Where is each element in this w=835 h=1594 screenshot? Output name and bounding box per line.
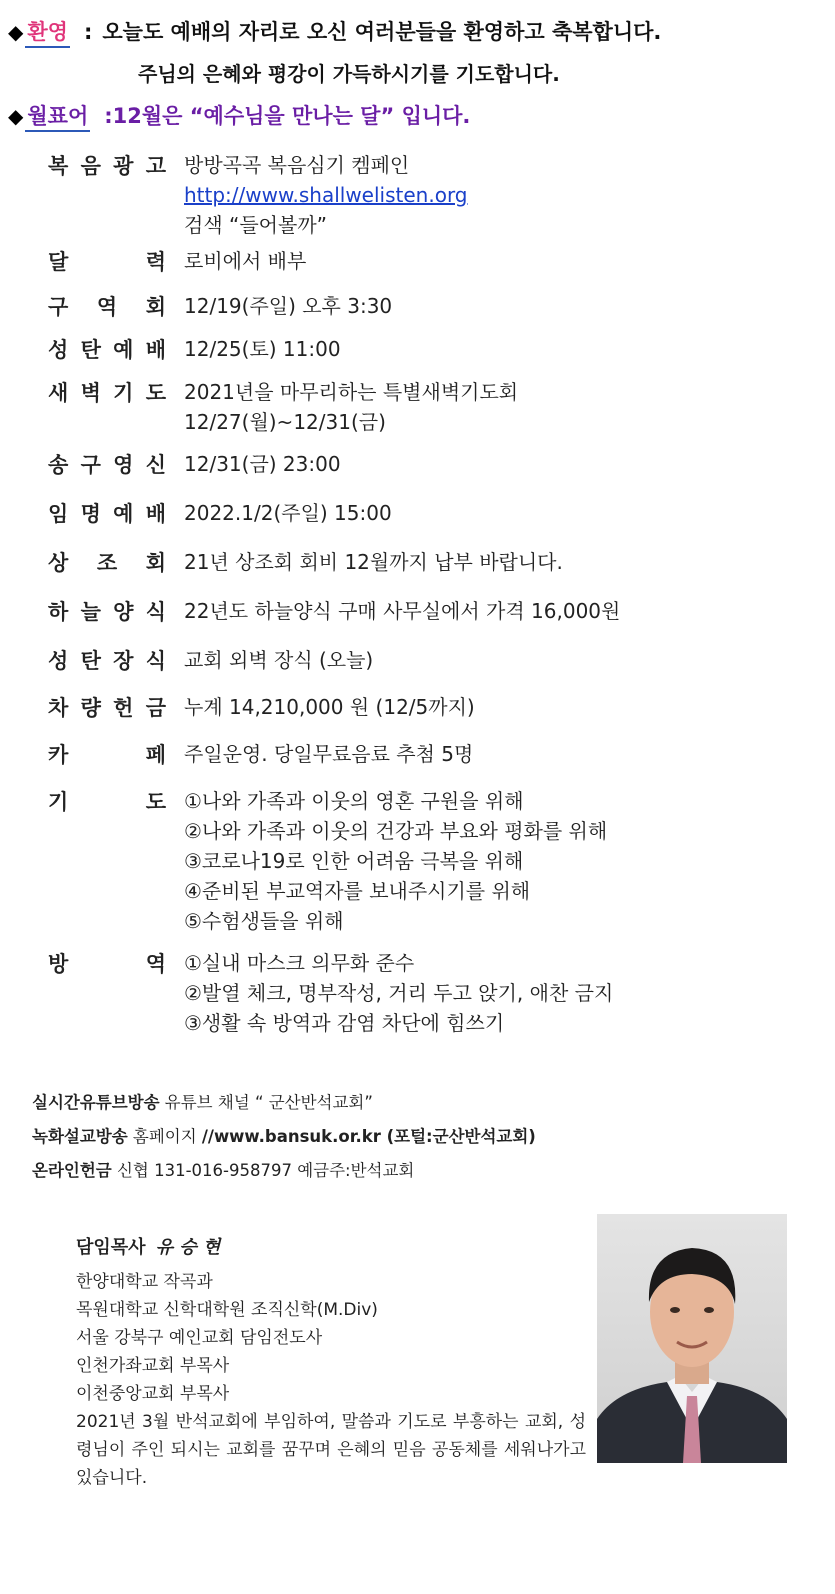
notice-row: [48, 498, 828, 531]
notice-line: 21년 상조회 회비 12월까지 납부 바랍니다.: [184, 550, 563, 574]
online-offering-line: [32, 1154, 536, 1188]
notice-label-char: 탄: [80, 338, 101, 362]
notice-content: [184, 498, 392, 528]
welcome-text-line2: 주님의 은혜와 평강이 가득하시기를 기도합니다.: [138, 62, 560, 86]
pastor-career-item: 인천가좌교회 부목사: [76, 1356, 230, 1376]
notice-line: 12/31(금) 23:00: [184, 452, 341, 476]
notice-label-char: 예: [113, 502, 134, 526]
notice-label: [48, 948, 166, 981]
notice-content: [184, 291, 392, 321]
notice-row: [48, 645, 828, 678]
pastor-career-item: 한양대학교 작곡과: [76, 1272, 213, 1292]
notice-line: ④준비된 부교역자를 보내주시기를 위해: [184, 879, 531, 903]
notice-content: [184, 377, 518, 437]
notice-content: [184, 645, 373, 675]
notice-label-char: 장: [113, 649, 134, 673]
notice-row: [48, 948, 828, 1038]
notice-label-char: 복: [48, 154, 69, 178]
notice-label-char: 페: [145, 743, 166, 767]
notice-content: [184, 449, 341, 479]
notice-row: [48, 692, 828, 725]
pastor-description: 2021년 3월 반석교회에 부임하여, 말씀과 기도로 부흥하는 교회, 성령님이 주인 되시는 교회를 꿈꾸며 은혜의 믿음 공동체를 세워나가고 있습니다.: [76, 1412, 586, 1488]
notice-label-char: 예: [113, 338, 134, 362]
notice-label: [48, 596, 166, 629]
pastor-heading: [76, 1234, 586, 1262]
notice-line: 로비에서 배부: [184, 249, 307, 273]
notice-label: [48, 246, 166, 279]
notice-label-char: 구: [48, 295, 69, 319]
notice-content: [184, 692, 475, 722]
notice-content: [184, 739, 473, 769]
notice-line: 검색 “들어볼까”: [184, 213, 327, 237]
live-broadcast-label: 실시간유튜브방송: [32, 1093, 160, 1112]
notice-label-char: 음: [80, 154, 101, 178]
notice-label-char: 식: [145, 600, 166, 624]
notice-label: [48, 150, 166, 183]
pastor-name: 유 승 현: [155, 1237, 221, 1258]
notice-line: ①나와 가족과 이웃의 영혼 구원을 위해: [184, 789, 524, 813]
notice-label-char: 차: [48, 696, 69, 720]
notice-label-char: 도: [145, 790, 166, 814]
welcome-tag: 환영: [25, 16, 70, 48]
notice-label-char: 회: [145, 295, 166, 319]
notice-label-char: 영: [113, 453, 134, 477]
notice-line: 2022.1/2(주일) 15:00: [184, 501, 392, 525]
notice-row: [48, 547, 828, 580]
notice-label-char: 고: [145, 154, 166, 178]
notice-line: 주일운영. 당일무료음료 추첨 5명: [184, 742, 474, 766]
notice-label-char: 회: [145, 551, 166, 575]
sermon-broadcast-label: 녹화설교방송: [32, 1127, 128, 1146]
pastor-career-list: [76, 1268, 586, 1408]
notice-label-char: 하: [48, 600, 69, 624]
notice-row: [48, 246, 828, 279]
motto-line: [8, 100, 470, 132]
notice-label-char: 기: [113, 381, 134, 405]
notice-line: 2021년을 마무리하는 특별새벽기도회: [184, 380, 519, 404]
broadcast-info: [32, 1086, 536, 1188]
notice-row: [48, 786, 828, 936]
notice-row: [48, 449, 828, 482]
notice-content: [184, 786, 607, 936]
notice-label-char: 달: [48, 250, 69, 274]
notice-content: [184, 948, 613, 1038]
notice-line: 누계 14,210,000 원 (12/5까지): [184, 695, 475, 719]
notice-label: [48, 449, 166, 482]
homepage-link[interactable]: //www.bansuk.or.kr: [201, 1127, 381, 1146]
notice-row: [48, 739, 828, 772]
notice-line: 12/27(월)~12/31(금): [184, 410, 386, 434]
notice-label-char: 늘: [80, 600, 101, 624]
notice-list: [48, 150, 828, 1038]
notice-line: ③생활 속 방역과 감염 차단에 힘쓰기: [184, 1011, 505, 1035]
notice-label-char: 카: [48, 743, 69, 767]
notice-label-char: 탄: [80, 649, 101, 673]
notice-label-char: 구: [80, 453, 101, 477]
notice-label-char: 벽: [80, 381, 101, 405]
motto-text: :12월은 “예수님을 만나는 달” 입니다.: [104, 104, 471, 128]
notice-row: [48, 150, 828, 240]
notice-line: 교회 외벽 장식 (오늘): [184, 648, 374, 672]
notice-label: [48, 786, 166, 819]
notice-line: ⑤수험생들을 위해: [184, 909, 344, 933]
pastor-career-item: 이천중앙교회 부목사: [76, 1384, 230, 1404]
sermon-broadcast-line: [32, 1120, 536, 1154]
sermon-broadcast-text: 홈페이지: [127, 1127, 202, 1146]
notice-label-char: 새: [48, 381, 69, 405]
welcome-text: 오늘도 예배의 자리로 오신 여러분들을 환영하고 축복합니다.: [102, 20, 662, 44]
notice-label-char: 량: [80, 696, 101, 720]
notice-label-char: 양: [113, 600, 134, 624]
motto-tag: 월표어: [25, 100, 90, 132]
notice-label-char: 임: [48, 502, 69, 526]
notice-label-char: 배: [145, 338, 166, 362]
notice-content: [184, 547, 563, 577]
notice-label-char: 광: [113, 154, 134, 178]
notice-row: [48, 377, 828, 437]
notice-line: 12/25(토) 11:00: [184, 337, 341, 361]
notice-line: 12/19(주일) 오후 3:30: [184, 294, 393, 318]
notice-label-char: 상: [48, 551, 69, 575]
pastor-title: 담임목사: [76, 1237, 146, 1258]
notice-label: [48, 645, 166, 678]
notice-label-char: 방: [48, 952, 69, 976]
notice-content: [184, 334, 341, 364]
notice-label-char: 금: [145, 696, 166, 720]
campaign-link[interactable]: http://www.shallwelisten.org: [184, 183, 468, 207]
notice-label-char: 배: [145, 502, 166, 526]
notice-line: 22년도 하늘양식 구매 사무실에서 가격 16,000원: [184, 599, 621, 623]
notice-label-char: 도: [145, 381, 166, 405]
pastor-career-item: 목원대학교 신학대학원 조직신학(M.Div): [76, 1300, 378, 1320]
notice-line: ②발열 체크, 명부작성, 거리 두고 앉기, 애찬 금지: [184, 981, 614, 1005]
notice-label: [48, 334, 166, 367]
online-offering-text: 신협 131-016-958797 예금주:반석교회: [111, 1161, 415, 1180]
notice-label-char: 성: [48, 649, 69, 673]
notice-label-char: 조: [96, 551, 118, 575]
notice-content: [184, 596, 620, 626]
diamond-bullet-icon: ◆: [8, 20, 24, 44]
notice-line: 방방곡곡 복음심기 켐페인: [184, 153, 410, 177]
online-offering-label: 온라인헌금: [32, 1161, 112, 1180]
notice-label: [48, 547, 166, 580]
portal-text: (포털:군산반석교회): [380, 1127, 536, 1146]
notice-content: [184, 150, 468, 240]
notice-row: [48, 596, 828, 629]
notice-line: ①실내 마스크 의무화 준수: [184, 951, 415, 975]
notice-label-char: 역: [145, 952, 166, 976]
notice-line: ②나와 가족과 이웃의 건강과 부요와 평화를 위해: [184, 819, 608, 843]
notice-label-char: 신: [145, 453, 166, 477]
pastor-profile: [76, 1234, 586, 1492]
notice-label-char: 성: [48, 338, 69, 362]
welcome-colon: :: [83, 20, 93, 44]
live-broadcast-text: 유튜브 채널 “ 군산반석교회”: [159, 1093, 373, 1112]
notice-content: [184, 246, 306, 276]
notice-row: [48, 291, 828, 324]
notice-row: [48, 334, 828, 367]
live-broadcast-line: [32, 1086, 536, 1120]
notice-label: [48, 692, 166, 725]
diamond-bullet-icon: ◆: [8, 104, 24, 128]
notice-label-char: 식: [145, 649, 166, 673]
notice-label: [48, 377, 166, 410]
notice-label: [48, 498, 166, 531]
notice-label: [48, 291, 166, 324]
notice-label-char: 역: [96, 295, 118, 319]
welcome-line: [8, 16, 661, 48]
pastor-photo: [597, 1214, 787, 1463]
pastor-career-item: 서울 강북구 예인교회 담임전도사: [76, 1328, 323, 1348]
notice-label-char: 기: [48, 790, 69, 814]
notice-label-char: 명: [80, 502, 101, 526]
pastor-photo-image: [597, 1214, 787, 1463]
notice-line: ③코로나19로 인한 어려움 극복을 위해: [184, 849, 524, 873]
notice-label-char: 송: [48, 453, 69, 477]
notice-label-char: 력: [145, 250, 166, 274]
notice-label: [48, 739, 166, 772]
notice-label-char: 헌: [113, 696, 134, 720]
